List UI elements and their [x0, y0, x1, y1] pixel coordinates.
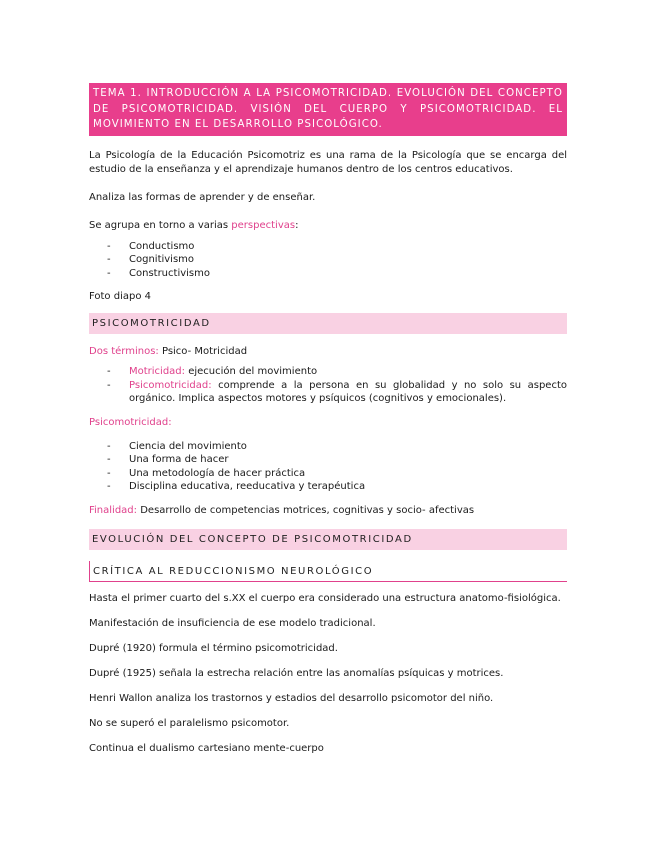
psicomotricidad-list [89, 440, 567, 494]
list-bullet: - [107, 366, 111, 377]
list-item [89, 253, 567, 267]
list-item [89, 440, 567, 454]
definition-term: Motricidad: [129, 366, 186, 377]
list-bullet: - [107, 379, 111, 391]
finalidad-line [89, 504, 567, 518]
terms-line [89, 345, 567, 359]
list-item [89, 379, 567, 406]
document-title: TEMA 1. INTRODUCCIÓN A LA PSICOMOTRICIDAD. EVOLUCIÓN DEL CONCEPTO DE PSICOMOTRICIDAD. VISIÓN DEL CUERPO Y PSICOMOTRICIDAD. EL MOVIMIENTO EN EL DESARROLLO PSICOLÓGICO. [89, 83, 567, 136]
finalidad-text: Desarrollo de competencias motrices, cognitivas y socio- afectivas [137, 504, 475, 516]
list-item [89, 240, 567, 254]
perspectives-highlight: perspectivas [231, 219, 296, 231]
list-item-text: Una forma de hacer [129, 454, 229, 465]
intro-paragraph-1: La Psicología de la Educación Psicomotriz es una rama de la Psicología que se encarga del estudio de la enseñanza y el aprendizaje humanos dentro de los centros educativos. [89, 149, 567, 175]
list-item [89, 467, 567, 481]
list-bullet: - [107, 467, 111, 479]
list-item [89, 267, 567, 281]
terms-label: Dos términos: [89, 346, 159, 357]
evolucion-paragraph: Continua el dualismo cartesiano mente-cuerpo [89, 742, 324, 754]
evolucion-paragraph: Hasta el primer cuarto del s.XX el cuerpo era considerado una estructura anatomo-fisiológica. [89, 592, 561, 604]
psicomotricidad-label: Psicomotricidad: [89, 416, 172, 428]
list-bullet: - [107, 481, 111, 492]
list-item [89, 365, 567, 379]
intro-p3-prefix: Se agrupa en torno a varias [89, 219, 232, 231]
definition-text: ejecución del movimiento [185, 366, 318, 377]
evolucion-paragraph: Dupré (1920) formula el término psicomotricidad. [89, 642, 338, 654]
list-item-text: Una metodología de hacer práctica [129, 467, 306, 479]
list-item-text: Constructivismo [129, 267, 210, 279]
photo-note: Foto diapo 4 [89, 291, 151, 302]
finalidad-label: Finalidad: [89, 504, 138, 516]
list-bullet: - [107, 240, 111, 252]
intro-paragraph-2: Analiza las formas de aprender y de enseñar. [89, 191, 316, 203]
list-item-text: Disciplina educativa, reeducativa y terapéutica [129, 481, 366, 492]
sub-header-reduccionismo: CRÍTICA AL REDUCCIONISMO NEUROLÓGICO [89, 561, 567, 582]
evolucion-paragraph: Dupré (1925) señala la estrecha relación entre las anomalías psíquicas y motrices. [89, 667, 504, 679]
evolucion-paragraph: Henri Wallon analiza los trastornos y estadios del desarrollo psicomotor del niño. [89, 692, 494, 704]
definition-term: Psicomotricidad: [129, 379, 212, 391]
list-bullet: - [107, 454, 111, 465]
list-bullet: - [107, 254, 111, 265]
list-item [89, 453, 567, 467]
list-item-text: Cognitivismo [129, 254, 195, 265]
evolucion-paragraph: No se superó el paralelismo psicomotor. [89, 717, 290, 729]
list-item [89, 480, 567, 494]
definition-text: comprende a la persona en su globalidad y no solo su aspecto orgánico. Implica aspectos motores y psíquicos (cognitivos y emocionales). [129, 379, 567, 404]
list-item-text: Conductismo [129, 240, 195, 252]
definitions-list [89, 365, 567, 406]
intro-p3-suffix: : [295, 219, 299, 231]
document-content [89, 83, 567, 756]
terms-value: Psico- Motricidad [158, 346, 248, 357]
perspectives-list [89, 240, 567, 281]
list-bullet: - [107, 440, 111, 452]
section-header-psicomotricidad: PSICOMOTRICIDAD [89, 313, 567, 334]
list-item-text: Ciencia del movimiento [129, 440, 247, 452]
list-bullet: - [107, 267, 111, 279]
section-header-evolucion: EVOLUCIÓN DEL CONCEPTO DE PSICOMOTRICIDAD [89, 529, 567, 550]
intro-paragraph-3 [89, 219, 567, 233]
evolucion-paragraph: Manifestación de insuficiencia de ese modelo tradicional. [89, 617, 376, 629]
